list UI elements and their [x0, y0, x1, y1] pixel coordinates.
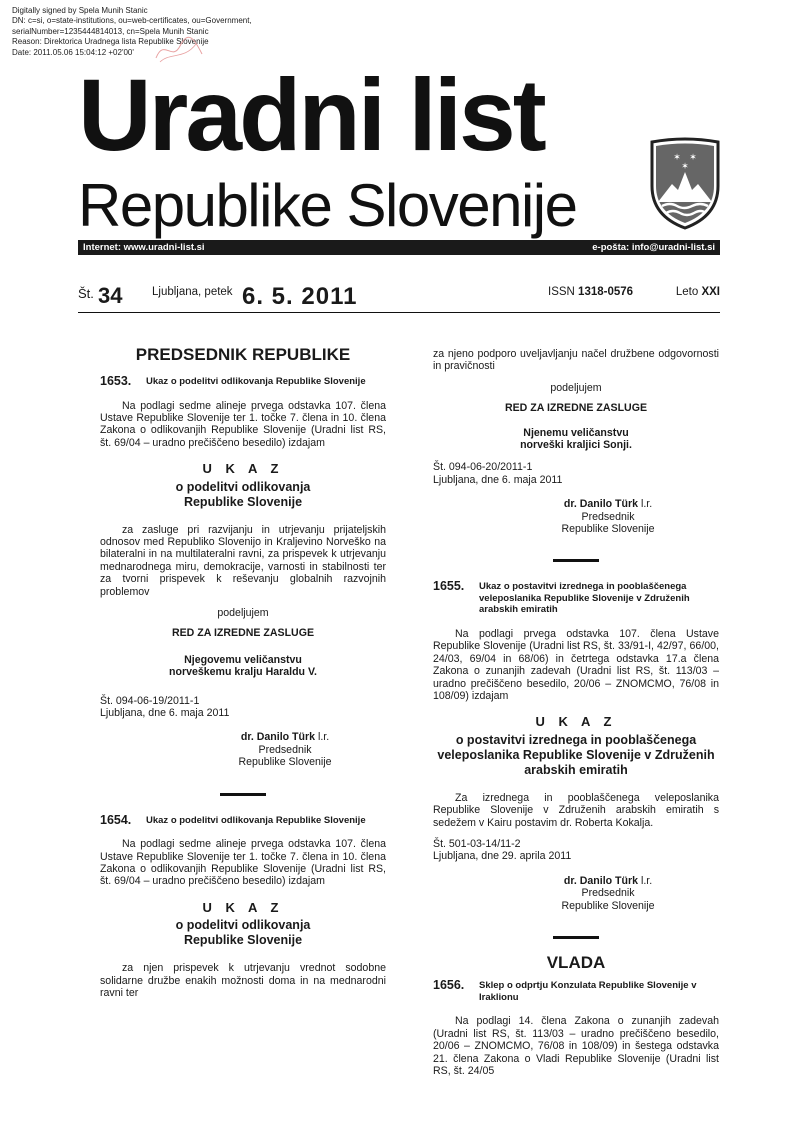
decree-title-line: arabskih emiratih	[524, 762, 628, 777]
entry-heading	[100, 375, 386, 388]
entry-title: Sklep o odprtju Konzulata Republike Slovenije v Iraklionu	[479, 980, 697, 1003]
paragraph: Za izrednega in pooblaščenega veleposlanika Republike Slovenije v Združenih arabskih emiratih s sedežem v Kairu postavim dr. Roberta Kokalja.	[433, 791, 719, 829]
issn-label: ISSN	[548, 286, 575, 298]
award-name: RED ZA IZREDNE ZASLUGE	[171, 627, 315, 640]
separator	[553, 936, 599, 939]
signer-role: Predsednik	[258, 743, 312, 756]
signature	[433, 875, 693, 912]
masthead-title: Uradni list	[78, 58, 544, 172]
signer-role: Predsednik	[581, 887, 635, 900]
reference-date: Ljubljana, dne 29. aprila 2011	[433, 850, 572, 863]
volume-label: Leto	[675, 286, 699, 298]
signature-line: DN: c=si, o=state-institutions, ou=web-certificates, ou=Government,	[12, 16, 252, 26]
recipient	[100, 654, 386, 679]
reference-number: Št. 094-06-20/2011-1	[433, 461, 533, 474]
decree-title	[100, 918, 386, 948]
entry-title: Ukaz o podelitvi odlikovanja Republike Slovenije	[146, 814, 366, 826]
issue-number: 34	[98, 283, 123, 308]
paragraph: za njeno podporo uveljavljanju načel družbene odgovornosti in pravičnosti	[433, 348, 719, 373]
podeljujem-text: podeljujem	[217, 606, 269, 619]
signature	[433, 498, 693, 535]
volume	[676, 286, 720, 298]
signature-line: Date: 2011.05.06 15:04:12 +02'00'	[12, 47, 134, 57]
reference-number: Št. 094-06-19/2011-1	[100, 694, 200, 707]
signature-line: Reason: Direktorica Uradnega lista Republike Slovenije	[12, 37, 209, 47]
signer-org: Republike Slovenije	[561, 523, 655, 536]
paragraph: Na podlagi prvega odstavka 107. člena Ustave Republike Slovenije (Uradni list RS, št. 33/91-I, 42/97, 66/00, 24/03, 69/04 in 68/06) in četrtega odstavka 17.a člena Zakona o zunanjih zadevah (Uradni list RS, št. 113/03 – uradno prečiščeno besedilo, 20/06 – ZNOMCMO, 76/08 in 108/09) izdajam	[433, 627, 719, 702]
signature-line: serialNumber=1235444814013, cn=Spela Munih Stanic	[12, 26, 209, 36]
paragraph: Na podlagi 14. člena Zakona o zunanjih zadevah (Uradni list RS, št. 113/03 – uradno prečiščeno besedilo, 20/06 – ZNOMCMO, 76/08 in 108/09) in šestega odstavka 21. člena Zakona o Vladi Republike Slovenije (Uradni list RS, št. 24/05	[433, 1015, 719, 1078]
podeljujem-text: podeljujem	[550, 381, 602, 394]
recipient-line: norveški kraljici Sonji.	[520, 439, 632, 452]
recipient-line: Njegovemu veličanstvu	[184, 653, 302, 666]
reference-block	[433, 838, 719, 863]
svg-text:✶: ✶	[673, 153, 681, 163]
signer-name: dr. Danilo Türk	[563, 498, 639, 511]
internet-link[interactable]: Internet: www.uradni-list.si	[83, 242, 205, 253]
decree-title-line: o podelitvi odlikovanja	[175, 918, 311, 933]
signer-suffix: l.r.	[638, 498, 653, 511]
issue-place: Ljubljana, petek	[152, 286, 233, 298]
reference-date: Ljubljana, dne 6. maja 2011	[100, 707, 230, 719]
entry-number: 1653.	[100, 374, 132, 388]
section-heading: VLADA	[546, 953, 606, 973]
signature-line: Digitally signed by Spela Munih Stanic	[12, 6, 148, 15]
right-column	[433, 348, 719, 1087]
issn-value: 1318-0576	[578, 286, 634, 298]
svg-text:✶: ✶	[681, 162, 689, 172]
issn	[548, 286, 633, 298]
decree-title-line: Republike Slovenije	[183, 494, 303, 509]
entry-heading	[433, 979, 719, 1003]
decree-heading: U K A Z	[202, 461, 284, 477]
section-heading: PREDSEDNIK REPUBLIKE	[135, 345, 351, 364]
signer-name: dr. Danilo Türk	[563, 874, 639, 887]
volume-value: XXI	[701, 286, 720, 298]
decree-title	[100, 480, 386, 510]
masthead-bar	[78, 240, 720, 255]
digital-signature-block	[12, 6, 252, 58]
reference-date: Ljubljana, dne 6. maja 2011	[433, 473, 563, 486]
recipient-line: Njenemu veličanstvu	[523, 426, 629, 439]
decree-title-line: veleposlanika Republike Slovenije v Združenih	[437, 747, 715, 762]
masthead-subtitle: Republike Slovenije	[78, 172, 577, 239]
recipient	[433, 427, 719, 452]
svg-text:✶: ✶	[689, 153, 697, 163]
decree-title-line: o podelitvi odlikovanja	[175, 479, 311, 494]
entry-number: 1654.	[100, 812, 132, 827]
header-rule	[78, 312, 720, 313]
issue-date: 6. 5. 2011	[242, 283, 358, 310]
paragraph: za zasluge pri razvijanju in utrjevanju prijateljskih odnosov med Republiko Slovenijo in Kraljevino Norveško na bilateralni in na multilateralni ravni, za prispevek k utrjevanju mednarodnega miru, demokracije, varnosti in stabilnosti ter za tvorni prispevek k reševanju globalnih razvojnih problemov	[100, 523, 386, 598]
issue-line	[78, 283, 720, 309]
paragraph: za njen prispevek k utrjevanju vrednot sodobne solidarne družbe enakih možnosti doma in na mednarodni ravni ter	[100, 962, 386, 999]
signer-role: Predsednik	[581, 510, 635, 523]
entry-heading	[100, 814, 386, 827]
entry-title: Ukaz o postavitvi izrednega in pooblaščenega veleposlanika Republike Slovenije v Združenih arabskih emiratih	[479, 581, 690, 616]
reference-number: Št. 501-03-14/11-2	[433, 838, 521, 851]
decree-title-line: o postavitvi izrednega in pooblaščenega	[455, 732, 697, 747]
coat-of-arms-icon	[650, 136, 720, 230]
decree-heading: U K A Z	[202, 899, 284, 915]
decree-title	[433, 733, 719, 778]
separator	[220, 793, 266, 796]
separator	[553, 559, 599, 562]
signer-org: Republike Slovenije	[238, 756, 332, 769]
reference-block	[433, 461, 719, 486]
email-link[interactable]: e-pošta: info@uradni-list.si	[592, 242, 715, 253]
left-column	[100, 345, 386, 1008]
award-name: RED ZA IZREDNE ZASLUGE	[504, 402, 648, 415]
recipient-line: norveškemu kralju Haraldu V.	[169, 666, 317, 679]
reference-block	[100, 695, 386, 720]
entry-heading	[433, 580, 719, 616]
entry-number: 1655.	[433, 579, 465, 594]
issue-number-label: Št.	[78, 286, 94, 301]
paragraph: Na podlagi sedme alineje prvega odstavka 107. člena Ustave Republike Slovenije ter 1. točke 7. člena in 10. člena Zakona o odlikovanjih Republike Slovenije (Uradni list RS, št. 69/04 – uradno prečiščeno besedilo) izdajam	[100, 838, 386, 888]
signer-suffix: l.r.	[315, 731, 330, 744]
decree-heading: U K A Z	[535, 714, 617, 730]
paragraph: Na podlagi sedme alineje prvega odstavka 107. člena Ustave Republike Slovenije ter 1. točke 7. člena in 10. člena Zakona o odlikovanjih Republike Slovenije (Uradni list RS, št. 69/04 – uradno prečiščeno besedilo) izdajam	[100, 399, 386, 449]
decree-title-line: Republike Slovenije	[183, 933, 303, 948]
signature	[100, 731, 370, 768]
signer-org: Republike Slovenije	[561, 899, 655, 912]
signer-name: dr. Danilo Türk	[240, 731, 316, 744]
signer-suffix: l.r.	[638, 874, 653, 887]
entry-title: Ukaz o podelitvi odlikovanja Republike Slovenije	[146, 376, 366, 387]
entry-number: 1656.	[433, 978, 465, 993]
